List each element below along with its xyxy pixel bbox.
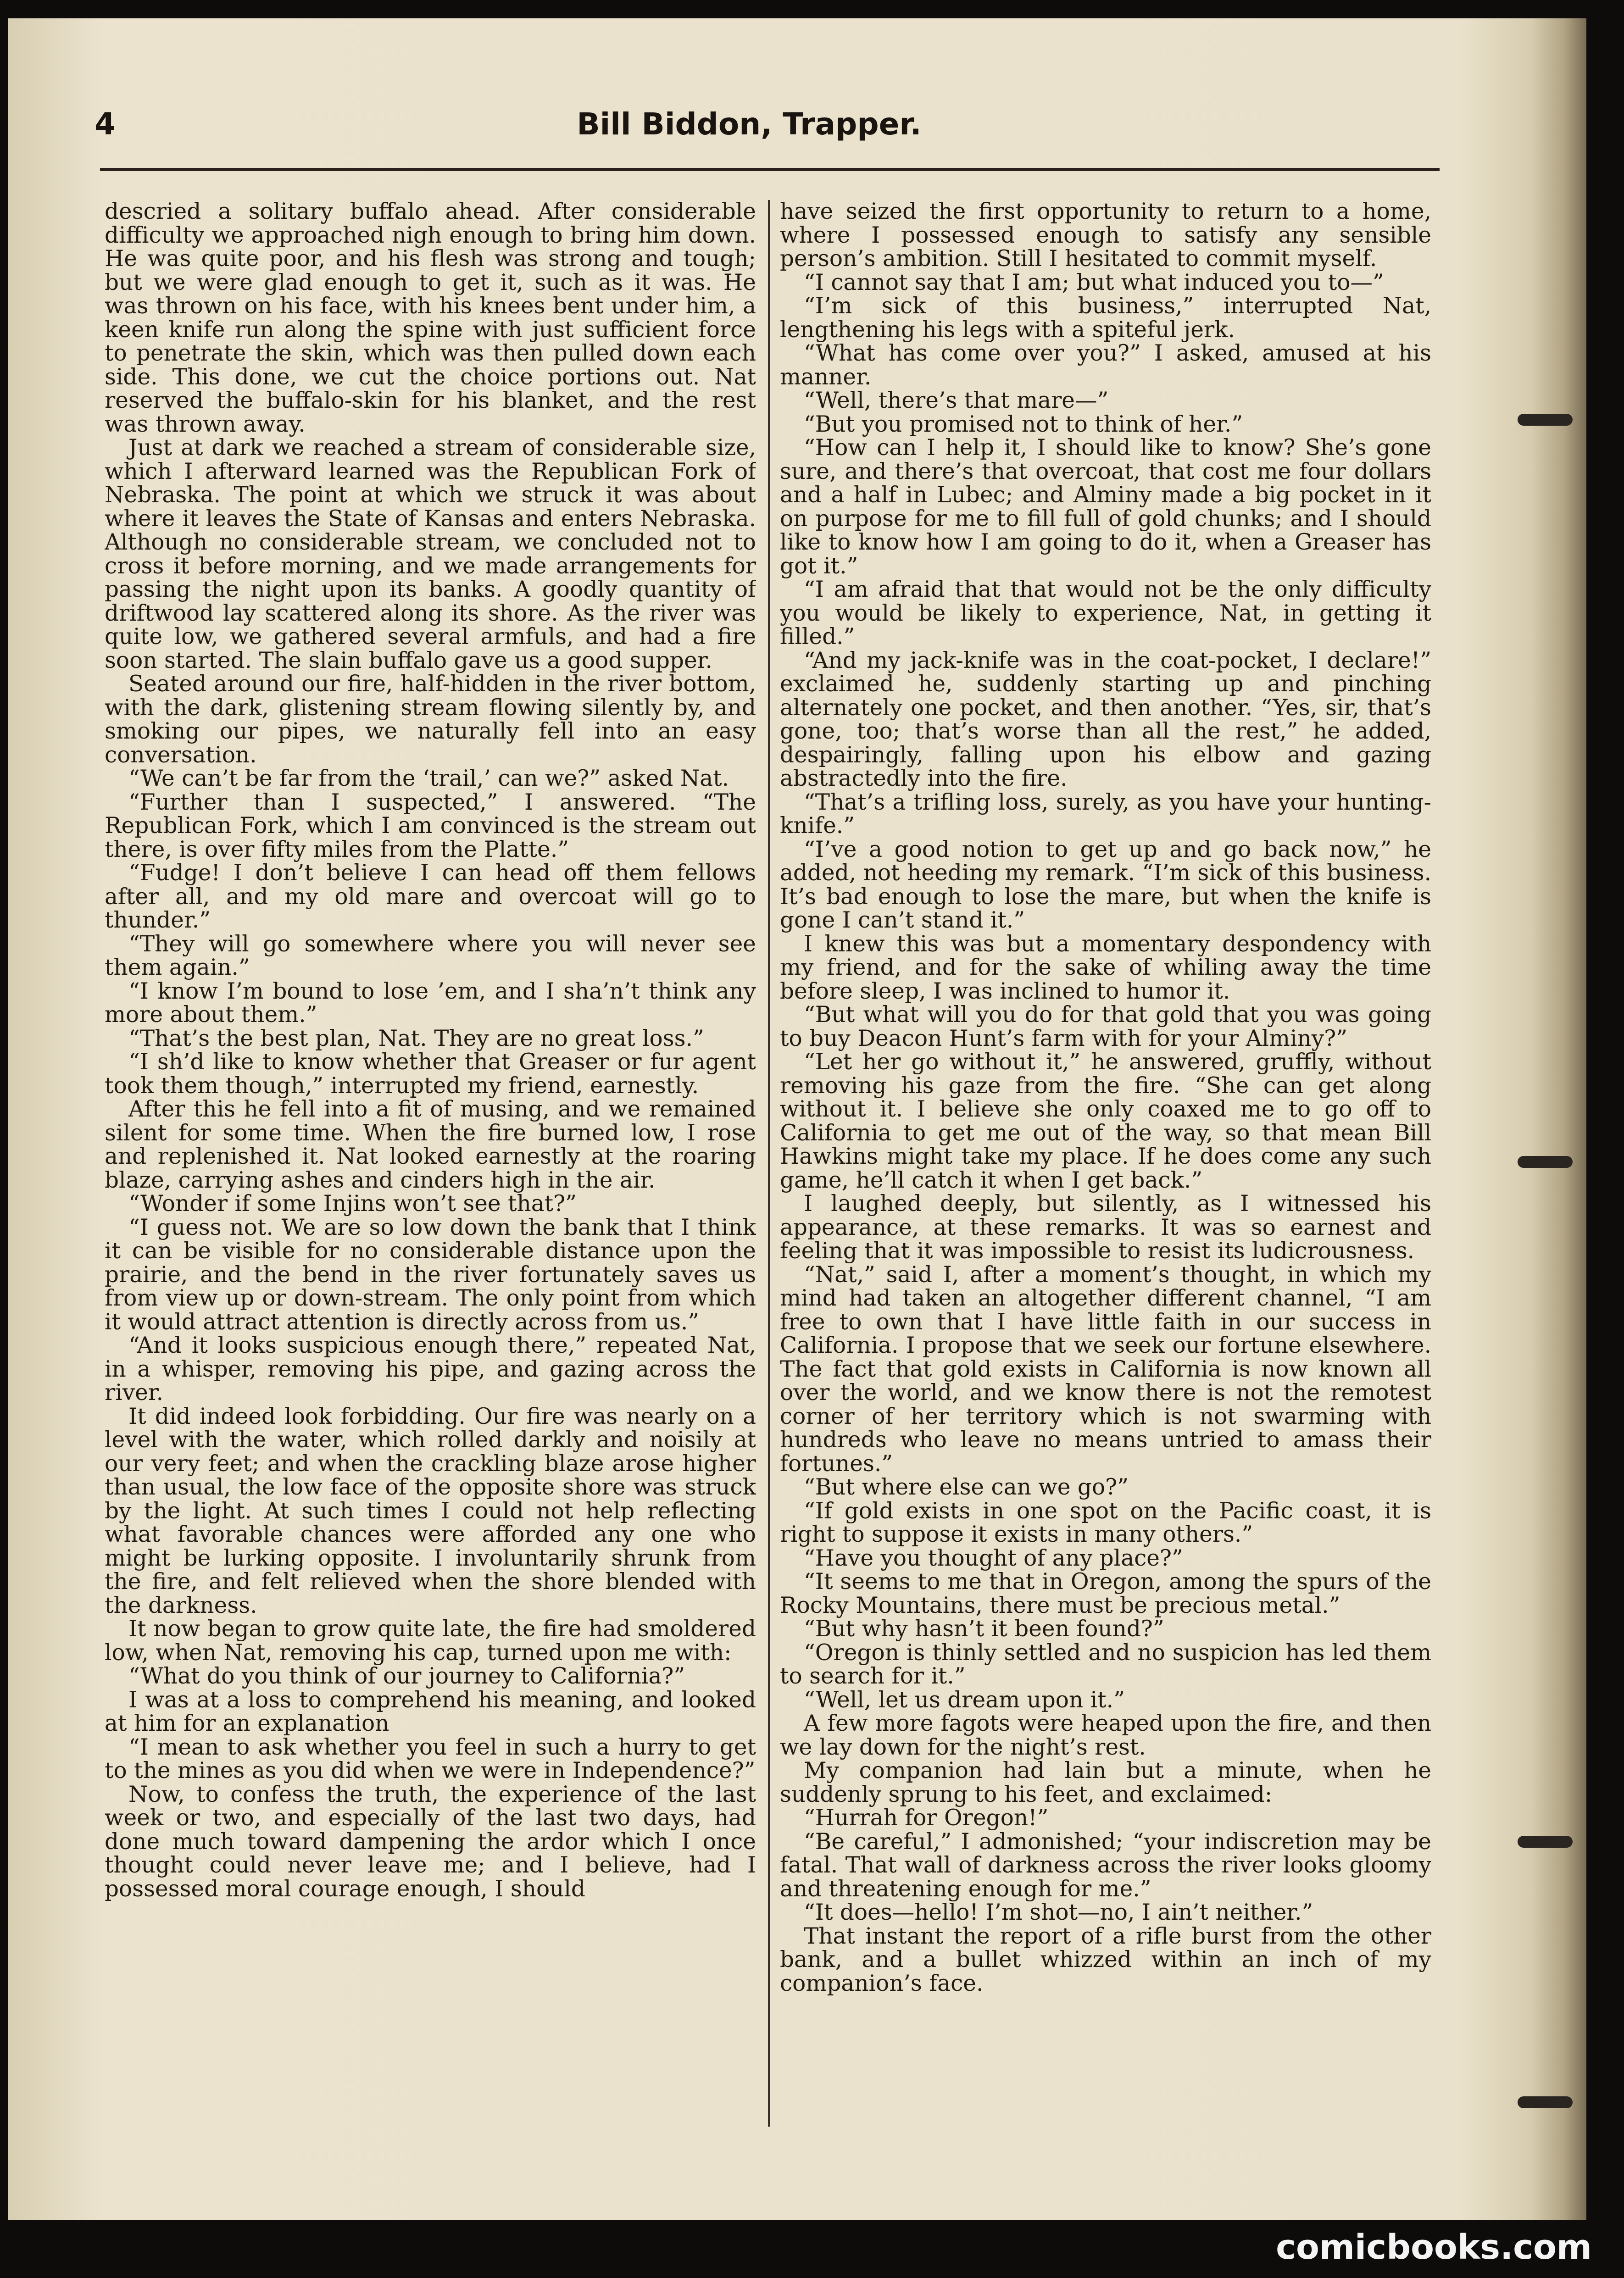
staple-icon: [1518, 414, 1573, 426]
paragraph: “Let her go without it,” he answered, gruffly, without removing his gaze from the fire. “She can get along without it. I believe she only coaxed me to go off to California to get me out of the way, so that mean Bill Hawkins might take my place. If he does come any such game, he’ll catch it when I get back.”: [780, 1049, 1431, 1193]
paragraph: “Nat,” said I, after a moment’s thought, in which my mind had taken an altogether different channel, “I am free to own that I have little faith in our success in California. I propose that we seek our fortune elsewhere. The fact that gold exists in California is now known all over the world, and we know there is not the remotest corner of her territory which is not swarming with hundreds who leave no means untried to amass their fortunes.”: [780, 1261, 1431, 1477]
paragraph: “It does—hello! I’m shot—no, I ain’t neither.”: [804, 1900, 1313, 1925]
paragraph: “But why hasn’t it been found?”: [804, 1616, 1164, 1642]
paragraph: “Hurrah for Oregon!”: [804, 1805, 1049, 1831]
paragraph: “I’m sick of this business,” interrupted Nat, lengthening his legs with a spiteful jerk.: [780, 293, 1431, 343]
paragraph: “Wonder if some Injins won’t see that?”: [128, 1191, 577, 1217]
staple-icon: [1518, 1836, 1573, 1848]
watermark: comicbooks.com: [1276, 2228, 1592, 2267]
paragraph: “I sh’d like to know whether that Greaser or fur agent took them though,” interrupted my friend, earnestly.: [105, 1049, 756, 1099]
paragraph: “What has come over you?” I asked, amused at his manner.: [780, 340, 1431, 390]
paragraph: “Have you thought of any place?”: [804, 1545, 1183, 1571]
paragraph: “I cannot say that I am; but what induced you to—”: [804, 269, 1384, 295]
page-header: [8, 18, 1586, 174]
paragraph: have seized the first opportunity to return to a home, where I possessed enough to satisfy any sensible person’s ambition. Still I hesitated to commit myself.: [780, 200, 1431, 272]
left-column: [105, 200, 756, 2131]
right-column: [780, 200, 1431, 2131]
paragraph: “That’s a trifling loss, surely, as you have your hunting-knife.”: [780, 789, 1431, 839]
paragraph: It did indeed look forbidding. Our fire was nearly on a level with the water, which rolled darkly and noisily at our very feet; and when the crackling blaze arose higher than usual, the low face of the opposite shore was struck by the light. At such times I could not help reflecting what favorable chances were afforded any one who might be lurking opposite. I involuntarily shrunk from the fire, and felt relieved when the shore blended with the darkness.: [105, 1403, 756, 1618]
paragraph: “Well, let us dream upon it.”: [804, 1687, 1125, 1713]
paragraph: I knew this was but a momentary despondency with my friend, and for the sake of whiling away the time before sleep, I was inclined to humor it.: [780, 931, 1431, 1004]
paragraph: “Well, there’s that mare—”: [804, 388, 1109, 413]
staple-icon: [1518, 1156, 1573, 1168]
paragraph: “And it looks suspicious enough there,” repeated Nat, in a whisper, removing his pipe, and gazing across the river.: [105, 1333, 756, 1406]
paragraph: After this he fell into a fit of musing, and we remained silent for some time. When the fire burned low, I rose and replenished it. Nat looked earnestly at the roaring blaze, carrying ashes and cinders high in the air.: [105, 1096, 756, 1193]
header-rule: [100, 168, 1440, 171]
paragraph: A few more fagots were heaped upon the fire, and then we lay down for the night’s rest.: [780, 1711, 1431, 1760]
paragraph: I was at a loss to comprehend his meaning, and looked at him for an explanation: [105, 1687, 756, 1736]
paragraph: “But you promised not to think of her.”: [804, 411, 1243, 437]
paragraph: “I am afraid that that would not be the only difficulty you would be likely to experience, Nat, in getting it filled.”: [780, 577, 1431, 650]
paragraph: “Oregon is thinly settled and no suspicion has led them to search for it.”: [780, 1639, 1431, 1689]
paragraph: “We can’t be far from the ‘trail,’ can we?” asked Nat.: [128, 766, 729, 791]
page-number: 4: [95, 106, 116, 142]
paragraph: “But what will you do for that gold that you was going to buy Deacon Hunt’s farm with for your Alminy?”: [780, 1002, 1431, 1051]
paragraph: “What do you think of our journey to California?”: [128, 1663, 685, 1689]
paragraph: Just at dark we reached a stream of considerable size, which I afterward learned was the Republican Fork of Nebraska. The point at which we struck it was about where it leaves the State of Kansas and enters Nebraska. Although no considerable stream, we concluded not to cross it before morning, and we made arrangements for passing the night upon its banks. A goodly quantity of driftwood lay scattered along its shore. As the river was quite low, we gathered several armfuls, and had a fire soon started. The slain buffalo gave us a good supper.: [105, 435, 756, 673]
column-divider: [768, 200, 770, 2127]
paragraph: Now, to confess the truth, the experience of the last week or two, and especially of the last two days, had done much toward dampening the ardor which I once thought could never leave me; and I believe, had I possessed moral courage enough, I should: [105, 1781, 756, 1902]
paragraph: It now began to grow quite late, the fire had smoldered low, when Nat, removing his cap, turned upon me with:: [105, 1616, 756, 1666]
paragraph: “How can I help it, I should like to know? She’s gone sure, and there’s that overcoat, that cost me four dollars and a half in Lubec; and Alminy made a big pocket in it on purpose for me to fill full of gold chunks; and I should like to know how I am going to do it, when a Greaser has got it.”: [780, 435, 1431, 579]
paragraph: “I’ve a good notion to get up and go back now,” he added, not heeding my remark. “I’m sick of this business. It’s bad enough to lose the mare, but when the knife is gone I can’t stand it.”: [780, 836, 1431, 933]
paragraph: “I know I’m bound to lose ’em, and I sha’n’t think any more about them.”: [105, 978, 756, 1028]
paragraph: descried a solitary buffalo ahead. After considerable difficulty we approached nigh enough to bring him down. He was quite poor, and his flesh was strong and tough; but we were glad enough to get it, such as it was. He was thrown on his face, with his knees bent under him, a keen knife run along the spine with just sufficient force to penetrate the skin, which was then pulled down each side. This done, we cut the choice portions out. Nat reserved the buffalo-skin for his blanket, and the rest was thrown away.: [105, 200, 756, 437]
paragraph: “They will go somewhere where you will never see them again.”: [105, 931, 756, 980]
paragraph: “Be careful,” I admonished; “your indiscretion may be fatal. That wall of darkness across the river looks gloomy and threatening enough for me.”: [780, 1828, 1431, 1902]
paragraph: That instant the report of a rifle burst from the other bank, and a bullet whizzed within an inch of my companion’s face.: [780, 1923, 1431, 1996]
paragraph: “If gold exists in one spot on the Pacific coast, it is right to suppose it exists in many others.”: [780, 1498, 1431, 1547]
paragraph: “Fudge! I don’t believe I can head off them fellows after all, and my old mare and overcoat will go to thunder.”: [105, 860, 756, 933]
paragraph: Seated around our fire, half-hidden in the river bottom, with the dark, glistening stream flowing silently by, and smoking our pipes, we naturally fell into an easy conversation.: [105, 671, 756, 768]
paragraph: “It seems to me that in Oregon, among the spurs of the Rocky Mountains, there must be precious metal.”: [780, 1569, 1431, 1618]
page-gutter-shadow: [1531, 18, 1586, 2220]
staple-icon: [1518, 2096, 1573, 2108]
book-page: [8, 18, 1586, 2220]
running-title: Bill Biddon, Trapper.: [577, 106, 922, 142]
paragraph: “Further than I suspected,” I answered. “The Republican Fork, which I am convinced is the stream out there, is over fifty miles from the Platte.”: [105, 789, 756, 862]
paragraph: I laughed deeply, but silently, as I witnessed his appearance, at these remarks. It was so earnest and feeling that it was impossible to resist its ludicrousness.: [780, 1191, 1431, 1264]
paragraph: “And my jack-knife was in the coat-pocket, I declare!” exclaimed he, suddenly starting up and pinching alternately one pocket, and then another. “Yes, sir, that’s gone, too; that’s worse than all the rest,” he added, despairingly, falling upon his elbow and gazing abstractedly into the fire.: [780, 647, 1431, 791]
paragraph: “I guess not. We are so low down the bank that I think it can be visible for no considerable distance upon the prairie, and the bend in the river fortunately saves us from view up or down-stream. The only point from which it would attract attention is directly across from us.”: [105, 1214, 756, 1335]
paragraph: “But where else can we go?”: [804, 1474, 1129, 1500]
paragraph: “That’s the best plan, Nat. They are no great loss.”: [128, 1025, 704, 1051]
paragraph: My companion had lain but a minute, when he suddenly sprung to his feet, and exclaimed:: [780, 1758, 1431, 1807]
paragraph: “I mean to ask whether you feel in such a hurry to get to the mines as you did when we were in Independence?”: [105, 1734, 756, 1784]
